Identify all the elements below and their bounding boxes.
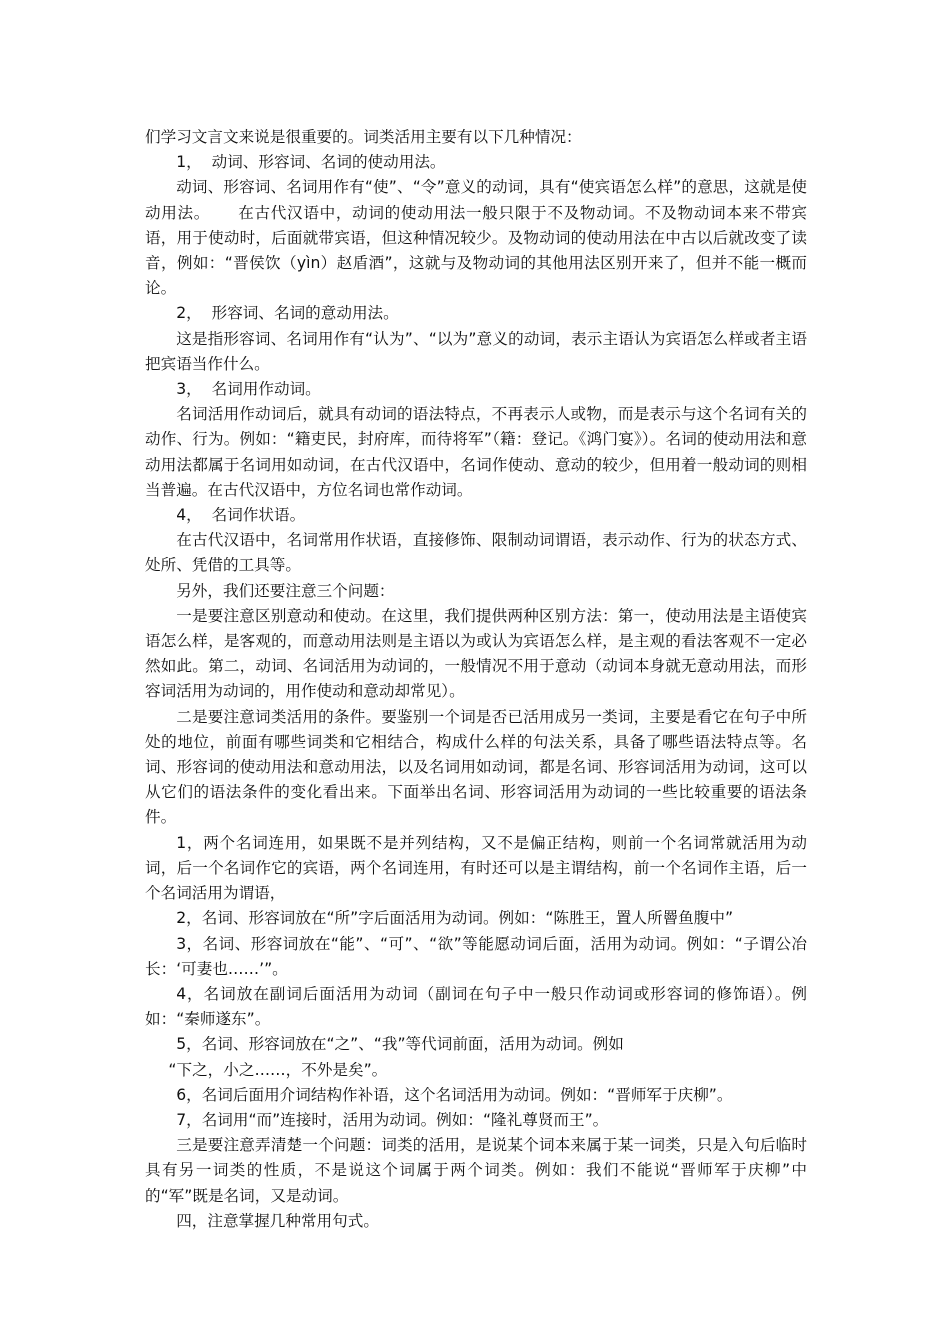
list-item: 6，名词后面用介词结构作补语，这个名词活用为动词。例如：“晋师军于庆柳”。 [176, 1085, 733, 1104]
list-heading: 2， 形容词、名词的意动用法。 [176, 304, 399, 323]
document-body [145, 125, 807, 1234]
list-item: 5，名词、形容词放在“之”、“我”等代词前面，活用为动词。例如 [176, 1035, 624, 1054]
list-heading: 1， 动词、形容词、名词的使动用法。 [176, 153, 446, 172]
paragraph: 动词、形容词、名词用作有“使”、“令”意义的动词，具有“使宾语怎么样”的意思，这就是使动用法。 在古代汉语中，动词的使动用法一般只限于不及物动词。不及物动词本来不带宾语，用于使动时，后面就带宾语，但这种情况较少。及物动词的使动用法在中古以后就改变了读音，例如：“晋侯饮（yìn）赵盾酒”，这就与及物动词的其他用法区别开来了，但并不能一概而论。 [145, 178, 807, 298]
list-item: 4，名词放在副词后面活用为动词（副词在句子中一般只作动词或形容词的修饰语）。例如：“秦师遂东”。 [145, 984, 807, 1029]
paragraph: 三是要注意弄清楚一个问题：词类的活用，是说某个词本来属于某一词类，只是入句后临时具有另一词类的性质，不是说这个词属于两个词类。例如：我们不能说“晋师军于庆柳”中的“军”既是名词，又是动词。 [145, 1136, 807, 1205]
list-item: 1，两个名词连用，如果既不是并列结构，又不是偏正结构，则前一个名词常就活用为动词，后一个名词作它的宾语，两个名词连用，有时还可以是主谓结构，前一个名词作主语，后一个名词活用为谓语， [145, 833, 807, 903]
paragraph: 一是要注意区别意动和使动。在这里，我们提供两种区别方法：第一，使动用法是主语使宾语怎么样，是客观的，而意动用法则是主语以为或认为宾语怎么样，是主观的看法客观不一定必然如此。第二，动词、名词活用为动词的，一般情况不用于意动（动词本身就无意动用法，而形容词活用为动词的，用作使动和意动却常见）。 [145, 606, 807, 701]
example-quote: “下之，小之……，不外是矣”。 [168, 1060, 388, 1079]
paragraph: 另外，我们还要注意三个问题： [176, 581, 395, 600]
list-item: 7，名词用“而”连接时，活用为动词。例如：“隆礼尊贤而王”。 [176, 1110, 609, 1129]
paragraph: 二是要注意词类活用的条件。要鉴别一个词是否已活用成另一类词，主要是看它在句子中所处的地位，前面有哪些词类和它相结合，构成什么样的句法关系，具备了哪些语法特点等。名词、形容词的使动用法和意动用法，以及名词用如动词，都是名词、形容词活用为动词，这可以从它们的语法条件的变化看出来。下面举出名词、形容词活用为动词的一些比较重要的语法条件。 [145, 707, 807, 827]
list-item: 3，名词、形容词放在“能”、“可”、“欲”等能愿动词后面，活用为动词。例如：“子谓公冶长：‘可妻也……’”。 [145, 934, 807, 978]
paragraph: 在古代汉语中，名词常用作状语，直接修饰、限制动词谓语，表示动作、行为的状态方式、处所、凭借的工具等。 [145, 531, 807, 575]
paragraph: 这是指形容词、名词用作有“认为”、“以为”意义的动词，表示主语认为宾语怎么样或者主语把宾语当作什么。 [145, 329, 807, 373]
list-heading: 3， 名词用作动词。 [176, 380, 321, 399]
list-item: 2，名词、形容词放在“所”字后面活用为动词。例如：“陈胜王，置人所罾鱼腹中” [176, 909, 734, 928]
paragraph: 名词活用作动词后，就具有动词的语法特点，不再表示人或物，而是表示与这个名词有关的动作、行为。例如：“籍吏民，封府库，而待将军”（籍：登记。《鸿门宴》）。名词的使动用法和意动用法都属于名词用如动词，在古代汉语中，名词作使动、意动的较少，但用着一般动词的则相当普遍。在古代汉语中，方位名词也常作动词。 [145, 405, 807, 499]
list-heading: 4， 名词作状语。 [176, 506, 306, 525]
paragraph: 们学习文言文来说是很重要的。词类活用主要有以下几种情况： [145, 128, 582, 146]
paragraph: 四，注意掌握几种常用句式。 [176, 1211, 379, 1230]
